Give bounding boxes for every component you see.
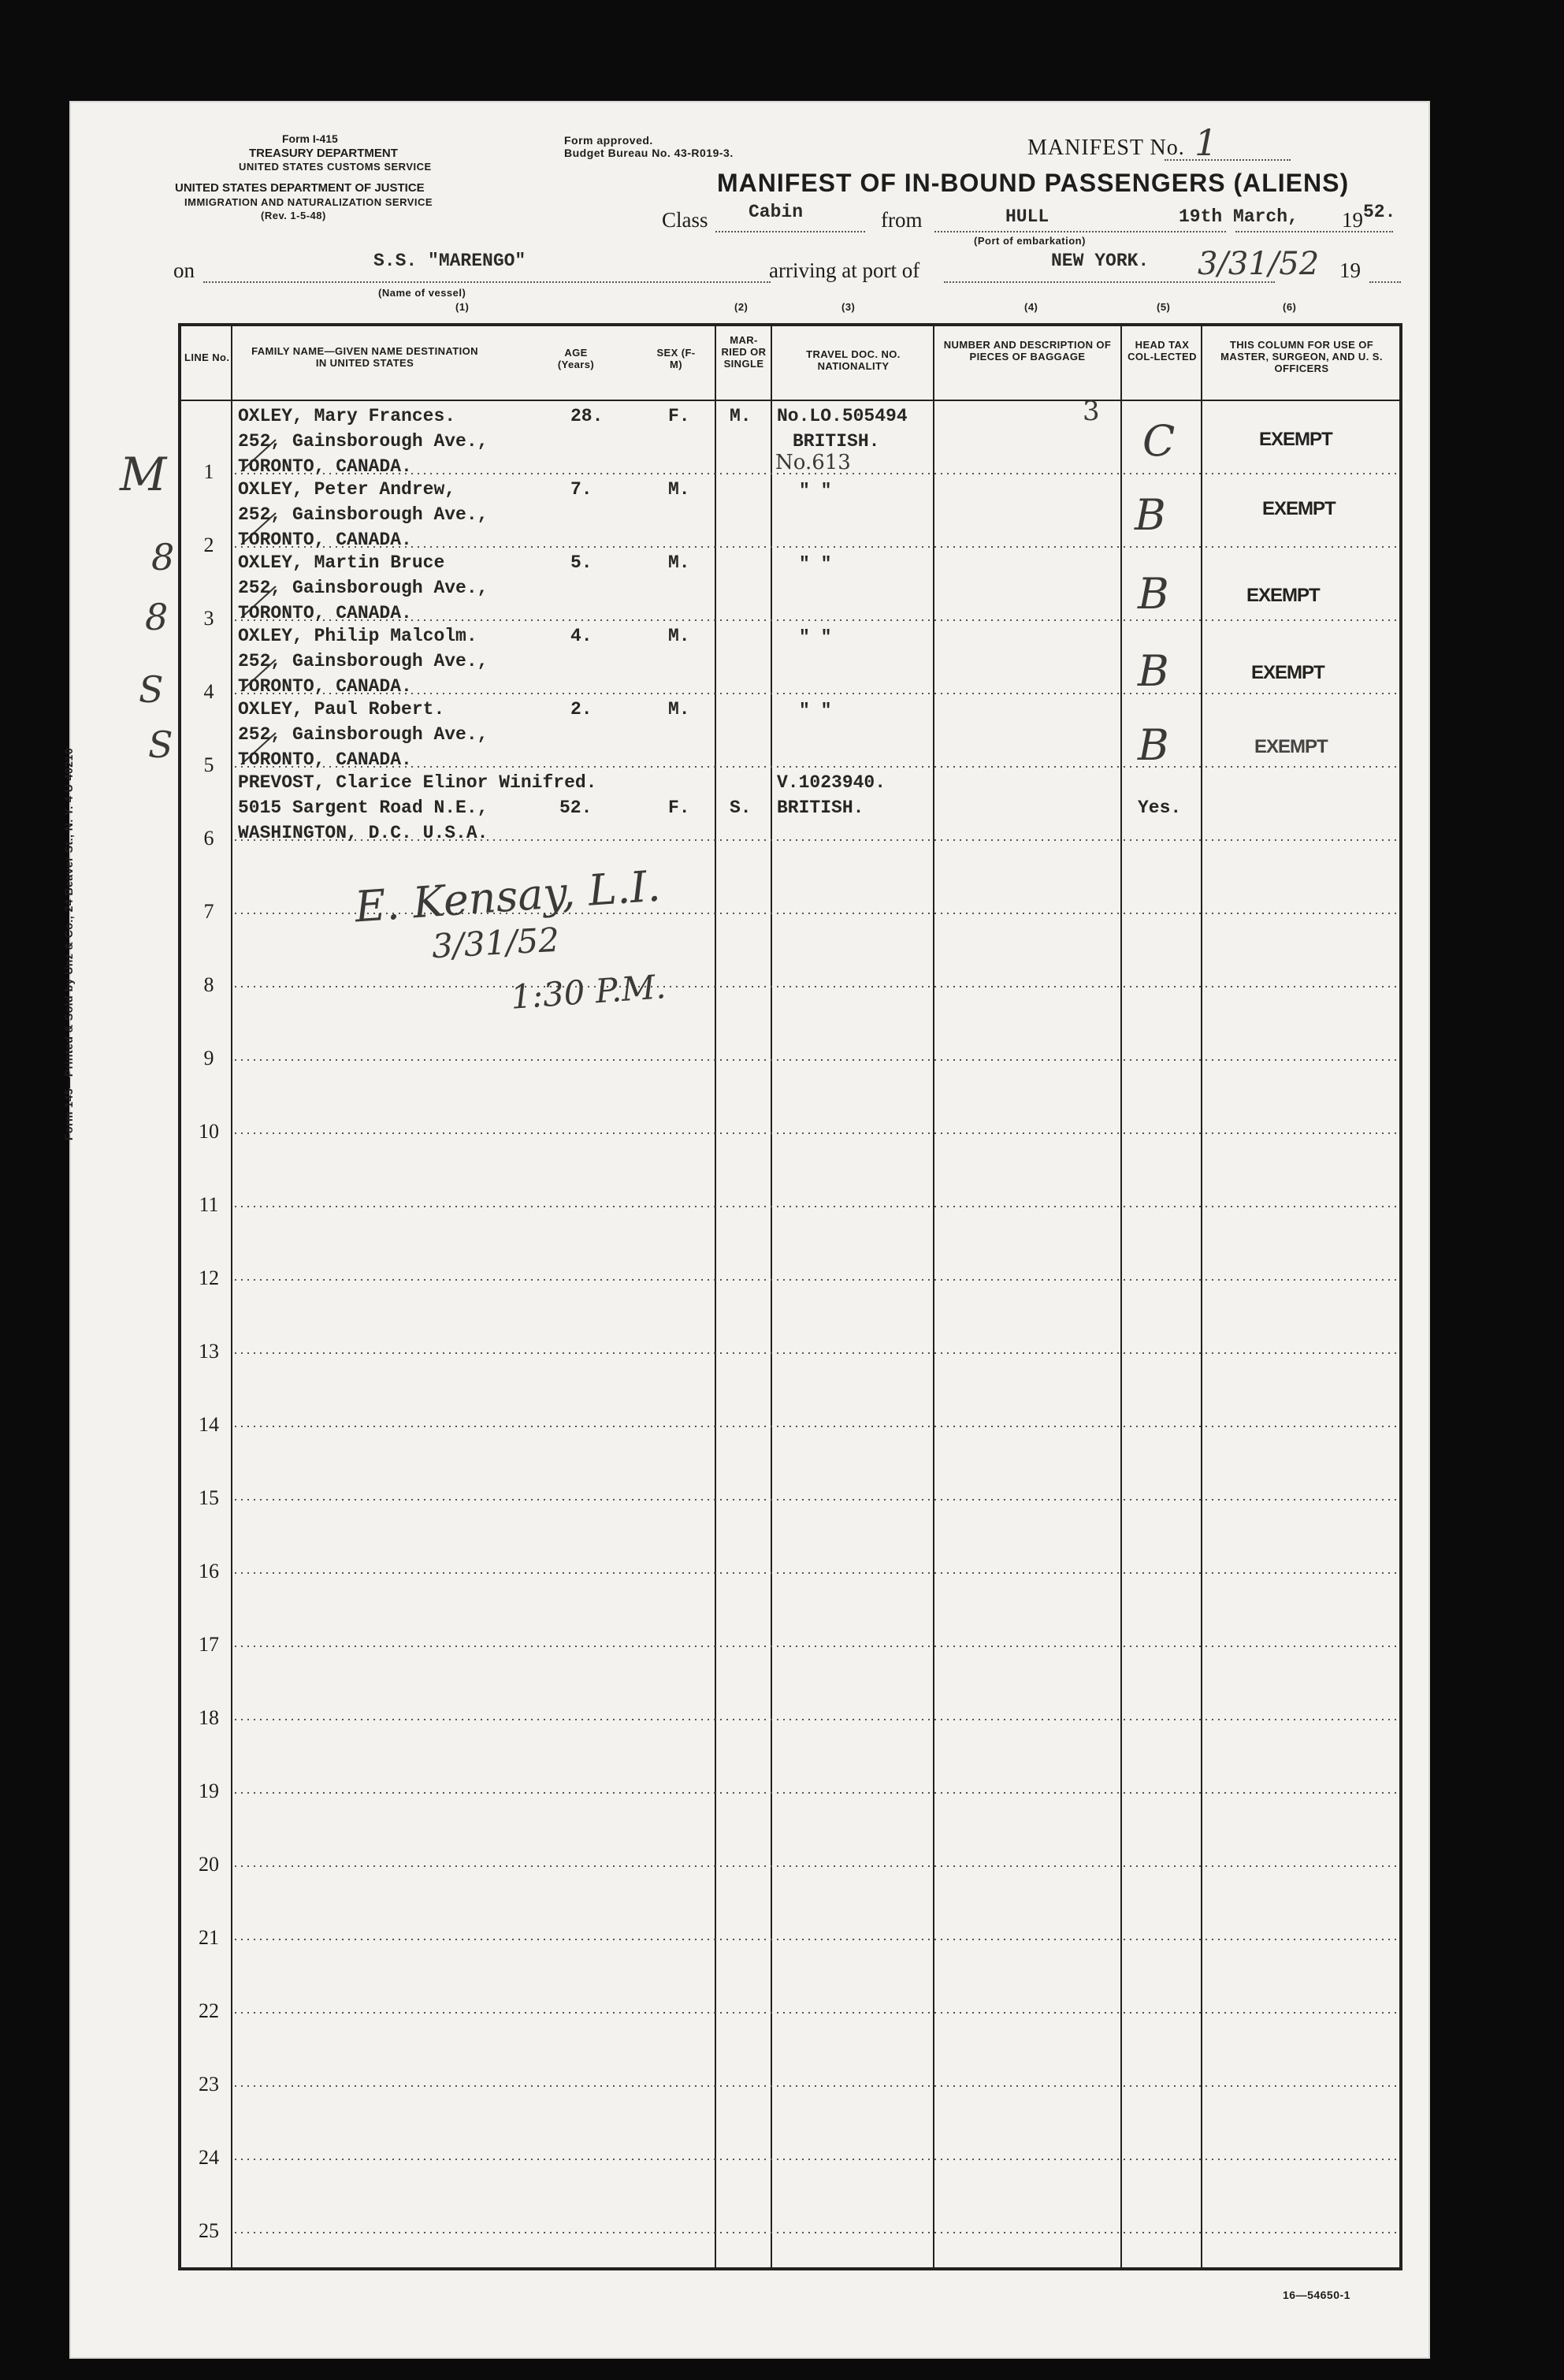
passenger-1-age: 28.: [570, 406, 604, 426]
passenger-6-travel: V.1023940.: [777, 772, 886, 793]
line-number: 25: [199, 2219, 219, 2242]
line-number: 7: [203, 900, 214, 923]
margin-note-2: 8: [151, 536, 175, 578]
passenger-4-travel: " ": [799, 627, 832, 648]
passenger-1-travel: No.LO.505494: [777, 406, 908, 426]
printer-imprint: Form 145—Printed & Sold by Unz & Co., 24 Beaver St., N. Y. 4 U 40210: [62, 747, 76, 1141]
col-header-age: AGE (Years): [557, 347, 595, 370]
passenger-5-exempt-stamp: EXEMPT: [1254, 736, 1328, 757]
line-number: 17: [199, 1633, 219, 1656]
customs-service: UNITED STATES CUSTOMS SERVICE: [239, 161, 432, 173]
passenger-1-name: OXLEY, Mary Frances.: [238, 406, 456, 426]
passenger-2-addr: 252, Gainsborough Ave.,: [238, 504, 489, 525]
passenger-1-addr: 252, Gainsborough Ave.,: [238, 431, 489, 452]
line-number: 9: [203, 1047, 214, 1069]
manifest-number: 1: [1194, 121, 1218, 164]
col-num-3: (3): [841, 301, 856, 313]
passenger-5-travel: " ": [799, 701, 832, 721]
passenger-1-exempt-stamp: EXEMPT: [1259, 429, 1332, 450]
passenger-2-name: OXLEY, Peter Andrew,: [238, 479, 456, 500]
class-value: Cabin: [749, 202, 804, 222]
passenger-1-married: M.: [730, 406, 752, 426]
line-number: 22: [199, 1999, 219, 2022]
line-number: 19: [199, 1779, 219, 1802]
line-number: 23: [199, 2073, 219, 2096]
passenger-3-sex: M.: [668, 552, 690, 573]
revision: (Rev. 1-5-48): [261, 210, 326, 221]
line-number: 10: [199, 1120, 219, 1143]
line-number: 14: [199, 1413, 219, 1436]
signature-time: 1:30 P.M.: [509, 967, 667, 1017]
manifest-page: [62, 101, 1430, 2359]
col-header-sex: SEX (F-M): [656, 347, 696, 370]
passenger-3-travel: " ": [799, 554, 832, 575]
passenger-6-sex: F.: [668, 798, 690, 818]
margin-note-4: S: [139, 668, 164, 711]
col-num-5: (5): [1157, 301, 1171, 313]
passenger-2-headtax: B: [1135, 490, 1166, 540]
arrival-port: NEW YORK.: [1051, 251, 1150, 271]
line-number: 24: [199, 2146, 219, 2169]
line-number: 2: [203, 534, 214, 556]
department: TREASURY DEPARTMENT: [249, 147, 398, 160]
passenger-4-city: TORONTO, CANADA.: [238, 676, 412, 697]
passenger-5-name: OXLEY, Paul Robert.: [238, 699, 445, 720]
passenger-1-sex: F.: [668, 406, 690, 426]
passenger-4-addr: 252, Gainsborough Ave.,: [238, 651, 489, 671]
col-num-4: (4): [1024, 301, 1038, 313]
port-caption: (Port of embarkation): [974, 235, 1086, 247]
passenger-3-addr: 252, Gainsborough Ave.,: [238, 578, 489, 598]
col-header-name: FAMILY NAME—GIVEN NAME DESTINATION IN UNITED STATES: [251, 345, 478, 369]
ins-service: IMMIGRATION AND NATURALIZATION SERVICE: [184, 196, 433, 208]
class-label: Class: [662, 208, 708, 232]
passenger-5-sex: M.: [668, 699, 690, 720]
manifest-title: MANIFEST OF IN-BOUND PASSENGERS (ALIENS): [717, 169, 1350, 197]
line-number: 15: [199, 1486, 219, 1509]
col-num-2: (2): [734, 301, 749, 313]
passenger-3-name: OXLEY, Martin Bruce: [238, 552, 445, 573]
passenger-4-age: 4.: [570, 626, 593, 646]
passenger-1-baggage: 3: [1083, 396, 1100, 427]
line-number: 20: [199, 1853, 219, 1876]
arriving-label: arriving at port of: [769, 258, 920, 282]
passenger-6-name: PREVOST, Clarice Elinor Winifred.: [238, 772, 597, 793]
passenger-6-married: S.: [730, 798, 752, 818]
col-header-married: MAR-RIED OR SINGLE: [721, 334, 767, 370]
passenger-6-age: 52.: [559, 798, 593, 818]
budget-bureau: Budget Bureau No. 43-R019-3.: [564, 147, 734, 159]
manifest-label: MANIFEST No.: [1027, 136, 1185, 160]
footer-code: 16—54650-1: [1283, 2289, 1350, 2301]
passenger-1-travel-no: No.613: [775, 451, 851, 474]
inspector-signature: E. Kensay, L.I.: [353, 861, 663, 932]
vessel-name: S.S. "MARENGO": [373, 251, 526, 271]
line-number: 1: [203, 460, 214, 483]
passenger-3-headtax: B: [1138, 569, 1169, 619]
form-id: Form I-415: [282, 132, 338, 145]
embark-port: HULL: [1005, 206, 1049, 227]
passenger-5-headtax: B: [1138, 720, 1169, 770]
passenger-6-headtax: Yes.: [1138, 798, 1182, 818]
margin-note-3: 8: [145, 596, 169, 638]
arrival-year: 19: [1339, 258, 1361, 282]
line-number: 3: [203, 607, 214, 630]
col-header-officers: THIS COLUMN FOR USE OF MASTER, SURGEON, AND U. S. OFFICERS: [1220, 339, 1383, 374]
passenger-5-addr: 252, Gainsborough Ave.,: [238, 724, 489, 745]
line-number: 5: [203, 753, 214, 776]
form-approved: Form approved.: [564, 134, 653, 147]
passenger-6-addr: 5015 Sargent Road N.E.,: [238, 798, 489, 818]
line-number: 11: [199, 1193, 219, 1216]
passenger-3-city: TORONTO, CANADA.: [238, 603, 412, 623]
passenger-1-nationality: BRITISH.: [793, 431, 880, 452]
passenger-3-age: 5.: [570, 552, 593, 573]
vessel-caption: (Name of vessel): [378, 287, 466, 299]
from-label: from: [881, 208, 923, 232]
line-number: 8: [203, 973, 214, 996]
justice-department: UNITED STATES DEPARTMENT OF JUSTICE: [175, 181, 425, 195]
col-header-travel: TRAVEL DOC. NO. NATIONALITY: [806, 348, 901, 372]
passenger-5-city: TORONTO, CANADA.: [238, 749, 412, 770]
line-number: 6: [203, 827, 214, 850]
margin-note-1: M: [120, 448, 167, 501]
line-number: 13: [199, 1340, 219, 1363]
passenger-1-city: TORONTO, CANADA.: [238, 456, 412, 477]
passenger-4-sex: M.: [668, 626, 690, 646]
embark-date: 19th March,: [1179, 206, 1298, 227]
line-number: 16: [199, 1560, 219, 1582]
passenger-6-city: WASHINGTON, D.C. U.S.A.: [238, 823, 489, 843]
col-header-line: LINE No.: [184, 351, 230, 363]
passenger-2-sex: M.: [668, 479, 690, 500]
col-header-baggage: NUMBER AND DESCRIPTION OF PIECES OF BAGGAGE: [943, 339, 1112, 363]
passenger-5-age: 2.: [570, 699, 593, 720]
passenger-2-city: TORONTO, CANADA.: [238, 530, 412, 550]
arrival-date: 3/31/52: [1198, 246, 1320, 282]
line-number: 21: [199, 1926, 219, 1949]
passenger-2-age: 7.: [570, 479, 593, 500]
line-number: 18: [199, 1706, 219, 1729]
line-number: 12: [199, 1266, 219, 1289]
signature-date: 3/31/52: [430, 920, 561, 966]
passenger-3-exempt-stamp: EXEMPT: [1246, 585, 1320, 606]
passenger-2-travel: " ": [799, 481, 832, 501]
col-num-1: (1): [455, 301, 470, 313]
col-num-6: (6): [1283, 301, 1297, 313]
col-header-headtax: HEAD TAX COL-LECTED: [1127, 339, 1197, 363]
on-label: on: [173, 258, 195, 282]
passenger-6-nationality: BRITISH.: [777, 798, 864, 818]
passenger-4-exempt-stamp: EXEMPT: [1251, 662, 1324, 683]
year-suffix: 52.: [1363, 202, 1396, 222]
line-number: 4: [203, 680, 214, 703]
margin-note-5: S: [148, 723, 173, 766]
passenger-4-name: OXLEY, Philip Malcolm.: [238, 626, 477, 646]
year-prefix: 19: [1342, 208, 1363, 232]
passenger-1-headtax: C: [1142, 416, 1176, 466]
passenger-4-headtax: B: [1138, 646, 1169, 696]
passenger-2-exempt-stamp: EXEMPT: [1262, 498, 1336, 519]
